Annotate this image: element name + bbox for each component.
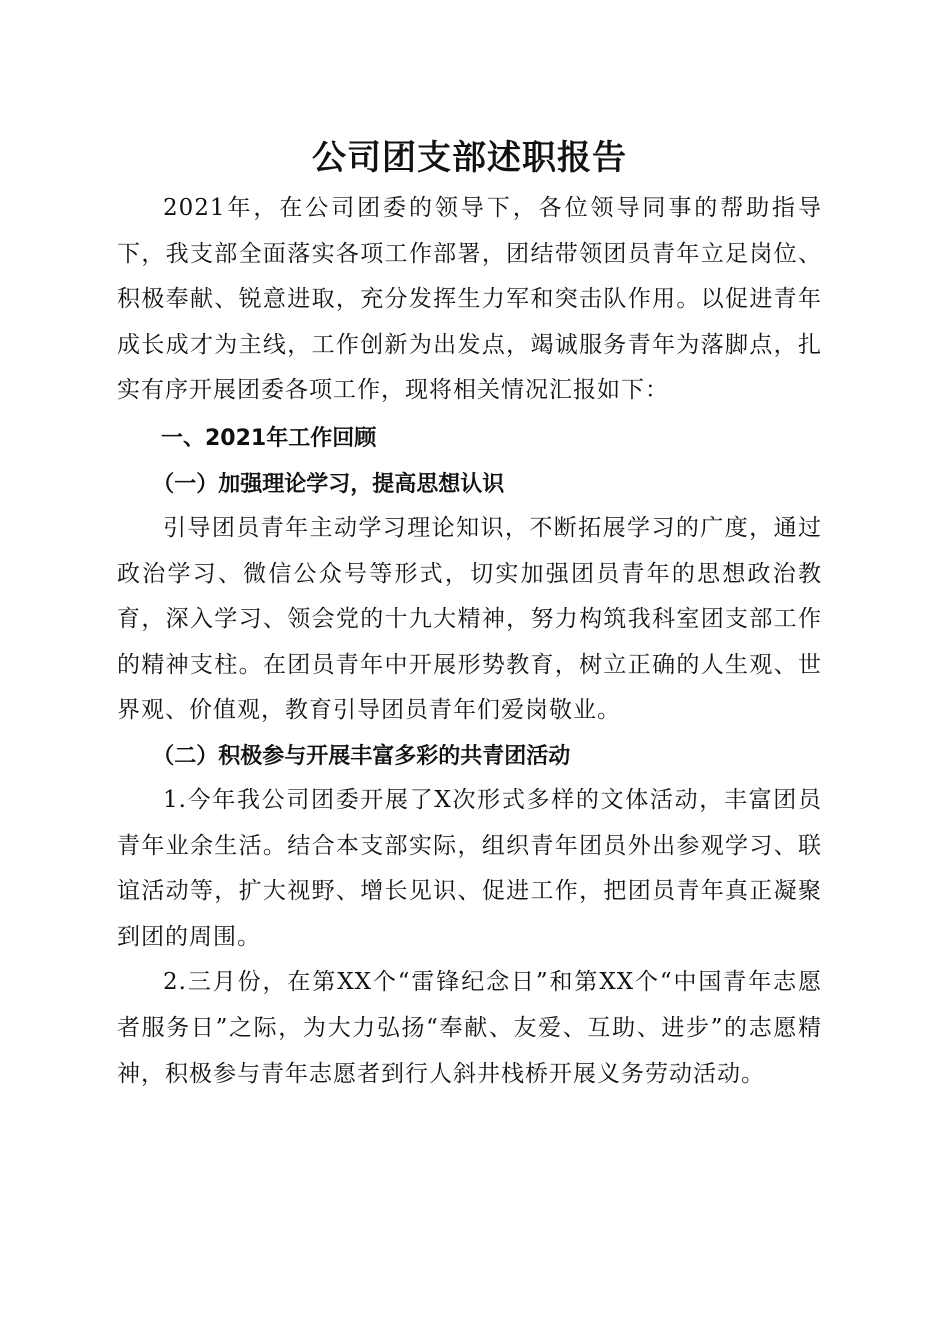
subsection-heading-activities: （二）积极参与开展丰富多彩的共青团活动 — [152, 742, 571, 769]
activity-item-1: 1.今年我公司团委开展了X次形式多样的文体活动，丰富团员青年业余生活。结合本支部实际，组织青年团员外出参观学习、联谊活动等，扩大视野、增长见识、促进工作，把团员青年真正凝聚到团的周围。 — [117, 786, 822, 950]
intro-paragraph: 2021年，在公司团委的领导下，各位领导同事的帮助指导下，我支部全面落实各项工作部署，团结带领团员青年立足岗位、积极奉献、锐意进取，充分发挥生力军和突击队作用。以促进青年成长成才为主线，工作创新为出发点，竭诚服务青年为落脚点，扎实有序开展团委各项工作，现将相关情况汇报如下： — [117, 195, 822, 404]
document-title: 公司团支部述职报告 — [312, 138, 627, 178]
subsection-heading-theory: （一）加强理论学习，提高思想认识 — [152, 470, 505, 497]
theory-paragraph: 引导团员青年主动学习理论知识，不断拓展学习的广度，通过政治学习、微信公众号等形式，切实加强团员青年的思想政治教育，深入学习、领会党的十九大精神，努力构筑我科室团支部工作的精神支柱。在团员青年中开展形势教育，树立正确的人生观、世界观、价值观，教育引导团员青年们爱岗敬业。 — [117, 514, 822, 724]
activity-item-2: 2.三月份，在第XX个“雷锋纪念日”和第XX个“中国青年志愿者服务日”之际，为大力弘扬“奉献、友爱、互助、进步”的志愿精神，积极参与青年志愿者到行人斜井栈桥开展义务劳动活动。 — [117, 969, 822, 1087]
document-body — [117, 132, 822, 1097]
section-heading-review: 一、2021年工作回顾 — [161, 425, 377, 451]
